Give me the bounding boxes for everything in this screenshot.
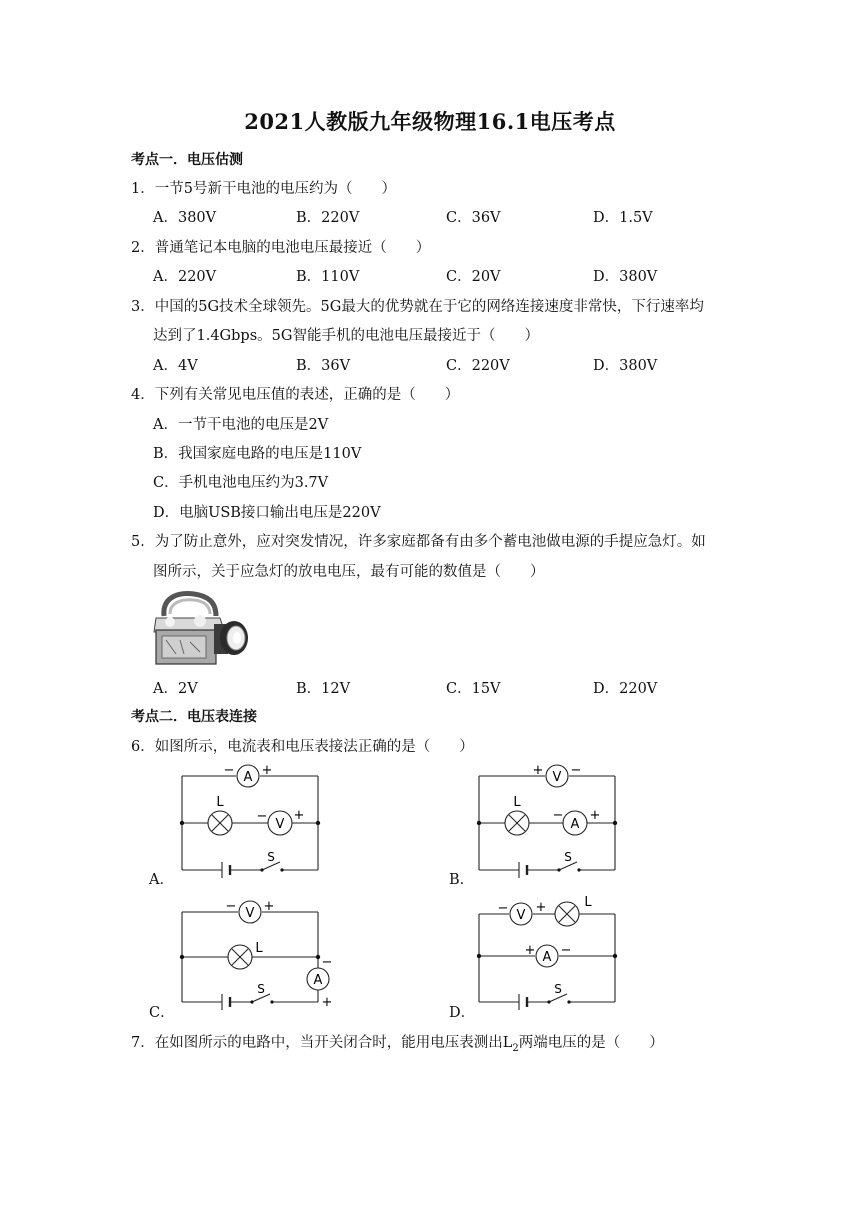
question-1-option-b: B．220V <box>296 210 360 226</box>
question-5-option-a: A．2V <box>153 681 198 697</box>
question-3-option-c: C．220V <box>446 358 510 374</box>
voltmeter-symbol: V <box>275 817 285 832</box>
question-4-option-a: A．一节干电池的电压是2V <box>153 417 329 433</box>
question-5-option-d: D．220V <box>593 681 658 697</box>
question-1-option-a: A．380V <box>153 210 217 226</box>
plus-sign: + <box>261 763 273 778</box>
question-7-stem-end: 两端电压的是（ ） <box>518 1035 664 1051</box>
question-4-option-b: B．我国家庭电路的电压是110V <box>153 446 362 462</box>
circuit-diagram-d <box>467 894 632 1014</box>
question-5-option-c: C．15V <box>446 681 501 697</box>
question-6-stem: 6．如图所示，电流表和电压表接法正确的是（ ） <box>131 739 474 755</box>
question-3-option-a: A．4V <box>153 358 198 374</box>
minus-sign: − <box>560 943 572 958</box>
voltmeter-symbol: V <box>552 770 562 785</box>
minus-sign: − <box>570 763 582 778</box>
question-2-option-a: A．220V <box>153 269 217 285</box>
ammeter-symbol: A <box>542 950 552 965</box>
question-4-option-c: C．手机电池电压约为3.7V <box>153 475 329 491</box>
question-3-stem-line-2: 达到了1.4Gbps。5G智能手机的电池电压最接近于（ ） <box>153 328 539 344</box>
question-6-choice-c-label: C． <box>149 1005 175 1021</box>
minus-sign: − <box>223 763 235 778</box>
switch-label: S <box>257 982 265 996</box>
voltmeter-symbol: V <box>245 906 255 921</box>
plus-sign: + <box>321 995 333 1010</box>
switch-label: S <box>564 850 572 864</box>
question-2-stem: 2．普通笔记本电脑的电池电压最接近（ ） <box>131 240 431 256</box>
plus-sign: + <box>532 763 544 778</box>
subscript-2: 2 <box>512 1042 519 1054</box>
ammeter-symbol: A <box>570 817 580 832</box>
switch-label: S <box>267 850 275 864</box>
question-6-choice-a-label: A． <box>149 872 174 888</box>
question-3-stem-line-1: 3．中国的5G技术全球领先。5G最大的优势就在于它的网络连接速度非常快，下行速率均 <box>131 299 704 315</box>
question-7-stem <box>131 1031 664 1054</box>
page-title: 2021人教版九年级物理16.1电压考点 <box>244 109 616 134</box>
lamp-label: L <box>216 795 224 810</box>
question-6-choice-d-label: D． <box>449 1005 476 1021</box>
lamp-label: L <box>584 895 592 910</box>
switch-label: S <box>554 982 562 996</box>
circuit-diagram-b <box>467 762 627 880</box>
question-5-stem-line-2: 图所示，关于应急灯的放电电压，最有可能的数值是（ ） <box>153 564 545 580</box>
minus-sign: − <box>225 899 237 914</box>
plus-sign: + <box>524 943 536 958</box>
voltmeter-symbol: V <box>516 908 526 923</box>
question-4-option-d: D．电脑USB接口输出电压是220V <box>153 505 381 521</box>
question-4-stem: 4．下列有关常见电压值的表述，正确的是（ ） <box>131 387 460 403</box>
question-6-choice-b-label: B． <box>449 872 475 888</box>
plus-sign: + <box>535 900 547 915</box>
plus-sign: + <box>293 808 305 823</box>
lamp-label: L <box>255 941 263 956</box>
lamp-label: L <box>513 795 521 810</box>
question-7-stem-start: 7．在如图所示的电路中，当开关闭合时，能用电压表测出L <box>131 1035 513 1051</box>
minus-sign: − <box>497 901 509 916</box>
ammeter-symbol: A <box>243 770 253 785</box>
question-3-option-d: D．380V <box>593 358 658 374</box>
ammeter-symbol: A <box>313 973 323 988</box>
minus-sign: − <box>552 808 564 823</box>
question-5-option-b: B．12V <box>296 681 351 697</box>
circuit-diagram-a <box>170 762 330 880</box>
question-2-option-d: D．380V <box>593 269 658 285</box>
minus-sign: − <box>256 809 268 824</box>
question-1-stem: 1．一节5号新干电池的电压约为（ ） <box>131 181 396 197</box>
plus-sign: + <box>263 899 275 914</box>
question-1-option-c: C．36V <box>446 210 501 226</box>
question-2-option-c: C．20V <box>446 269 501 285</box>
minus-sign: − <box>321 955 333 970</box>
section-heading-2: 考点二．电压表连接 <box>131 709 257 725</box>
plus-sign: + <box>589 808 601 823</box>
question-5-stem-line-1: 5．为了防止意外，应对突发情况，许多家庭都备有由多个蓄电池做电源的手提应急灯。如 <box>131 534 706 550</box>
section-heading-1: 考点一．电压估测 <box>131 152 243 168</box>
question-2-option-b: B．110V <box>296 269 360 285</box>
circuit-diagram-c <box>170 896 345 1014</box>
question-1-option-d: D．1.5V <box>593 210 653 226</box>
emergency-lamp-image <box>150 588 252 668</box>
question-3-option-b: B．36V <box>296 358 351 374</box>
